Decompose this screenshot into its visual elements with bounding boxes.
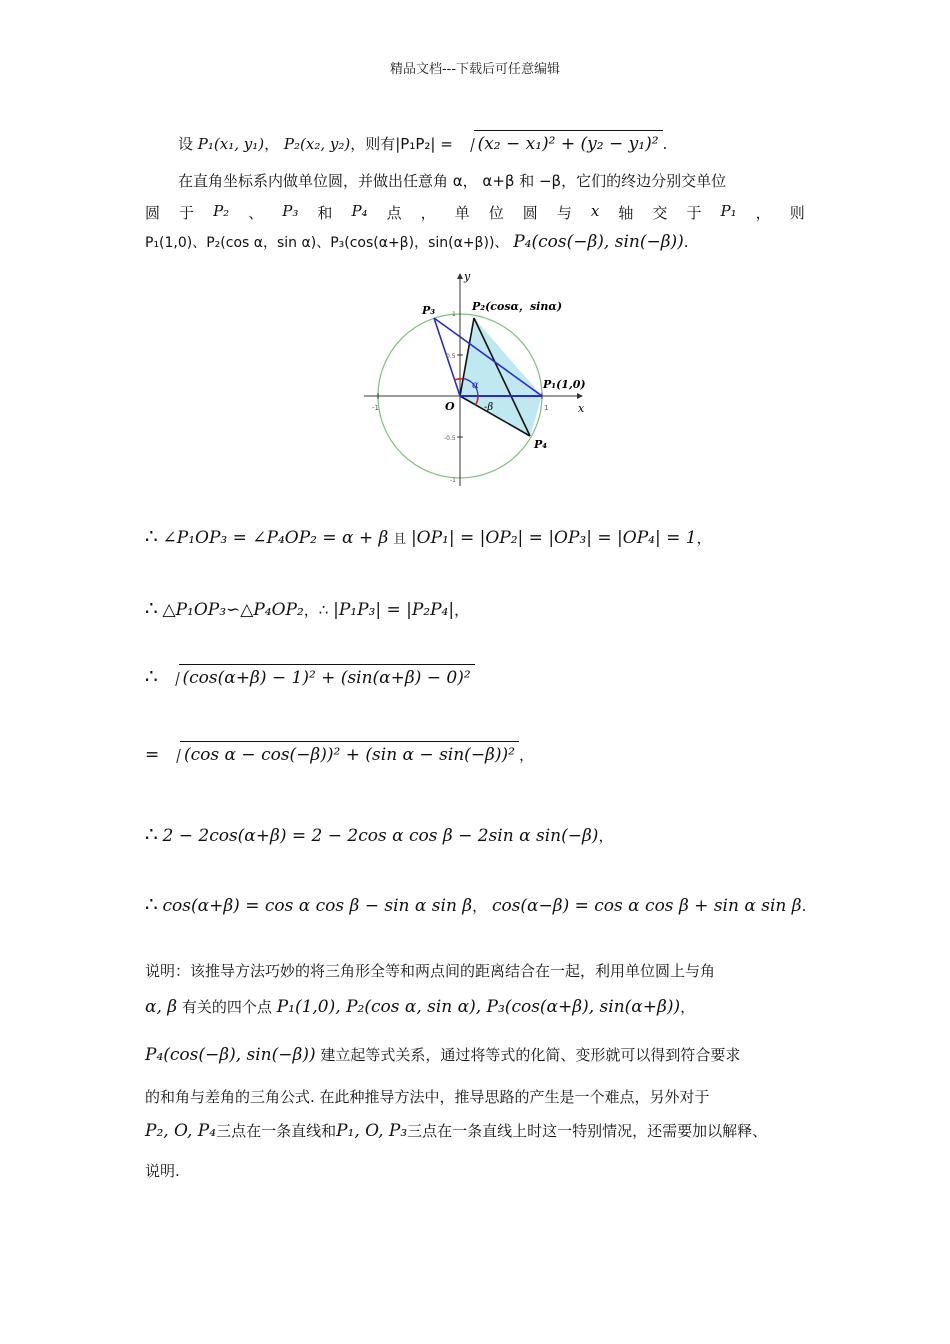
- length-equation: |OP₁| = |OP₂| = |OP₃| = |OP₄| = 1: [410, 528, 697, 548]
- word: 位: [488, 204, 504, 222]
- comma: ，: [680, 998, 696, 1016]
- word: 单: [454, 204, 470, 222]
- sqrt-formula: [458, 134, 663, 154]
- comma: ，: [518, 746, 534, 764]
- word: P₂: [213, 202, 230, 220]
- note-points: P₁(1,0), P₂(cos α, sin α), P₃(cos(α+β), sin(α+β)): [276, 997, 681, 1017]
- note-text: 三点在一条直线和: [216, 1122, 337, 1140]
- word: 圆: [522, 204, 538, 222]
- word: 和: [317, 204, 333, 222]
- expanded-equation: 2 − 2cos(α+β) = 2 − 2cos α cos β − 2sin α sin(−β): [162, 826, 599, 846]
- equals-sign: =: [145, 745, 160, 765]
- sqrt-expression: [163, 668, 475, 688]
- period: .: [662, 135, 668, 153]
- separator: ，: [472, 897, 488, 915]
- label-x: x: [578, 402, 585, 415]
- word: P₄: [351, 202, 368, 220]
- label-alpha: α: [472, 380, 479, 391]
- page-header: 精品文档---下载后可任意编辑: [389, 62, 561, 77]
- label-p1: P₁(1,0): [543, 378, 586, 391]
- points-line: [145, 202, 805, 223]
- angle-equation: ∠P₁OP₃ = ∠P₄OP₂ = α + β: [162, 528, 389, 548]
- note-text: 建立起等式关系，通过将等式的化简、变形就可以得到符合要求: [320, 1046, 741, 1064]
- tick-label-y-neg1: -1: [450, 477, 456, 484]
- word: P₃: [282, 202, 299, 220]
- coordinates-line: [145, 232, 689, 252]
- word: ，: [420, 204, 436, 222]
- word: 圆: [145, 204, 161, 222]
- note-text: 三点在一条直线上时这一特别情况，还需要加以解释、: [407, 1122, 768, 1140]
- unit-circle-diagram: [360, 268, 592, 492]
- equation-result: [145, 892, 806, 916]
- note-line-1: 说明：该推导方法巧妙的将三角形全等和两点间的距离结合在一起，利用单位圆上与角: [145, 962, 716, 980]
- note-line-2: [145, 996, 695, 1017]
- equation-angles: [145, 524, 712, 548]
- therefore-symbol: ∴: [145, 596, 158, 620]
- formula: (x₂ − x₁)² + (y₂ − y₁)²: [474, 130, 663, 154]
- setup-line: 在直角坐标系内做单位圆，并做出任意角 α， α+β 和 −β，它们的终边分别交单位: [178, 172, 727, 190]
- word: P₁: [720, 202, 737, 220]
- triangle-fill-lower: [460, 396, 542, 436]
- comma: ，: [696, 529, 712, 547]
- sum-formula: cos(α+β) = cos α cos β − sin α sin β: [162, 896, 473, 916]
- segment-equality: |P₁P₃| = |P₂P₄|: [333, 600, 455, 620]
- equation-distance-2: [145, 744, 534, 765]
- note-line-6: 说明.: [145, 1162, 180, 1180]
- word: 于: [686, 204, 702, 222]
- word: 则: [789, 204, 805, 222]
- word: 于: [179, 204, 195, 222]
- point-p1: P₁(x₁, y₁): [197, 135, 265, 153]
- tick-label-y-neg05: -0.5: [444, 435, 456, 442]
- note-line-5: [145, 1120, 767, 1141]
- tick-label-x-1: 1: [544, 404, 549, 412]
- tick-label-y-05: 0.5: [446, 353, 456, 360]
- label-y: y: [464, 270, 471, 283]
- equation-expanded: [145, 822, 613, 846]
- note-math: P₂, O, P₄: [145, 1121, 217, 1141]
- point-p2: P₂(x₂, y₂): [283, 135, 351, 153]
- tick-label-x-neg1: -1: [372, 404, 379, 412]
- note-math: P₁, O, P₃: [336, 1121, 408, 1141]
- word: 点: [386, 204, 402, 222]
- equation-congruence: [145, 596, 469, 620]
- note-text: 有关的四个点: [181, 998, 272, 1016]
- and-word: 且: [393, 532, 407, 547]
- word: x: [590, 202, 600, 220]
- tick-label-y-1: 1: [452, 311, 456, 318]
- distance-formula-line: [178, 133, 667, 154]
- p4-formula: P₄(cos(−β), sin(−β)): [513, 232, 684, 252]
- note-math: P₄(cos(−β), sin(−β)): [145, 1045, 316, 1065]
- label-p3: P₃: [422, 304, 436, 317]
- therefore-symbol: ∴: [145, 892, 158, 916]
- text-prefix: 设: [178, 135, 194, 153]
- word: 、: [248, 204, 264, 222]
- red-arc-top: [454, 379, 463, 380]
- note-line-4: 的和角与差角的三角公式. 在此种推导方法中，推导思路的产生是一个难点，另外对于: [145, 1088, 710, 1106]
- note-math: α, β: [145, 997, 178, 1017]
- period: .: [801, 897, 807, 915]
- comma: ，: [264, 135, 280, 153]
- sqrt-expression: [164, 745, 519, 765]
- therefore-symbol: ∴: [145, 822, 158, 846]
- expression: (cos(α+β) − 1)² + (sin(α+β) − 0)²: [179, 664, 475, 688]
- coordinates-text: P₁(1,0)、P₂(cos α，sin α)、P₃(cos(α+β)，sin(α+β))、: [145, 235, 509, 251]
- difference-formula: cos(α−β) = cos α cos β + sin α sin β: [491, 896, 802, 916]
- expression: (cos α − cos(−β))² + (sin α − sin(−β))²: [180, 741, 519, 765]
- triangle-congruence: △P₁OP₃∽△P₄OP₂: [162, 600, 304, 620]
- comma: ，: [598, 827, 614, 845]
- label-p4: P₄: [534, 438, 548, 451]
- word: 交: [652, 204, 668, 222]
- therefore-symbol: ∴: [145, 524, 158, 548]
- separator: ，∴: [303, 601, 329, 619]
- text-mid: ，则有|P₁P₂| =: [350, 135, 453, 153]
- label-o: O: [445, 400, 455, 413]
- label-p2: P₂(cosα，sinα): [472, 300, 563, 313]
- note-line-3: [145, 1044, 740, 1065]
- therefore-symbol: ∴: [145, 664, 158, 688]
- word: ，: [755, 204, 771, 222]
- equation-distance-1: [145, 664, 475, 688]
- comma: ，: [454, 601, 470, 619]
- label-beta: -β: [484, 402, 494, 413]
- word: 与: [556, 204, 572, 222]
- word: 轴: [618, 204, 634, 222]
- period: .: [683, 233, 689, 251]
